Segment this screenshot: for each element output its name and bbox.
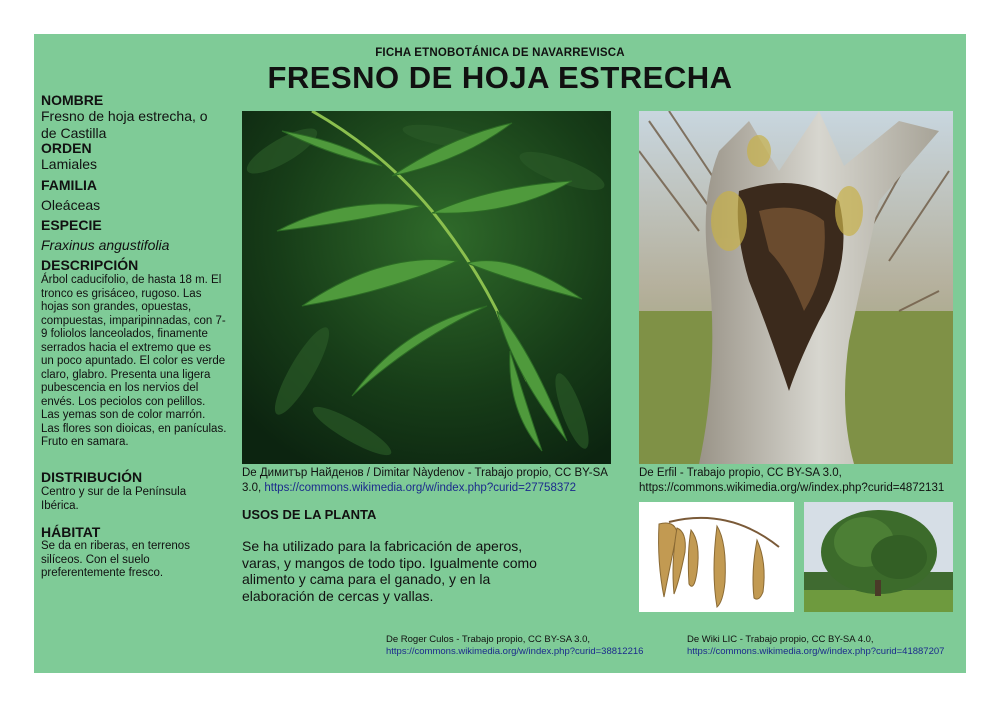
trunk-credit-link[interactable]: https://commons.wikimedia.org/w/index.php?curid=4872131 — [639, 481, 945, 494]
habitat-label: HÁBITAT — [41, 524, 101, 540]
card-supertitle: FICHA ETNOBOTÁNICA DE NAVARREVISCA — [375, 47, 625, 59]
card-title: FRESNO DE HOJA ESTRECHA — [267, 60, 733, 95]
familia-label: FAMILIA — [41, 177, 97, 193]
orden-value: Lamiales — [41, 156, 98, 172]
nombre-value: Fresno de hoja estrecha, o de Castilla — [41, 108, 208, 141]
trunk-photo — [639, 111, 953, 464]
nombre-label: NOMBRE — [41, 92, 104, 108]
distribucion-value: Centro y sur de la Península Ibérica. — [41, 486, 187, 512]
leaf-credit-link[interactable]: https://commons.wikimedia.org/w/index.php?curid=27758372 — [264, 481, 577, 494]
especie-value: Fraxinus angustifolia — [41, 237, 170, 253]
especie-label: ESPECIE — [41, 217, 102, 233]
descripcion-value — [41, 274, 227, 450]
familia-value: Oleáceas — [41, 197, 101, 213]
tree-credit-text: De Wiki LIC - Trabajo propio, CC BY-SA 4.0, — [687, 634, 874, 645]
tree-photo — [804, 502, 953, 612]
seeds-credit-link[interactable]: https://commons.wikimedia.org/w/index.php?curid=38812216 — [386, 646, 644, 657]
descripcion-text-1: Árbol caducifolio, de hasta 18 m. El tronco es grisáceo, rugoso. Las hojas son grandes, opuestas, compuestas, imparipinnadas, con 7-9 foliolos lanceolados, finamente serrados hacia el extremo que es un poco apuntado. El color es verde claro, glabro. Presenta una ligera pubescencia en los nervios del envés. Los peciolos con pelillos. Las yemas son de color marrón. — [41, 274, 226, 421]
leaf-photo-credit — [242, 466, 614, 495]
leaf-photo — [242, 111, 611, 464]
usos-title: USOS DE LA PLANTA — [242, 507, 377, 522]
leaf-credit-text: De Димитър Найденов / Dimitar Nàydenov - Trabajo propio, CC BY-SA 3.0, — [242, 467, 608, 494]
usos-body: Se ha utilizado para la fabricación de aperos, varas, y mangos de todo tipo. Igualmente como alimento y cama para el ganado, y en la elaboración de cercas y vallas. — [242, 538, 537, 604]
seeds-credit-text: De Roger Culos - Trabajo propio, CC BY-SA 3.0, — [386, 634, 590, 645]
descripcion-text-2: Las flores son dioicas, en panículas. Fruto en samara. — [41, 422, 227, 448]
seeds-photo — [639, 502, 794, 612]
descripcion-label: DESCRIPCIÓN — [41, 257, 139, 273]
trunk-photo-credit — [639, 466, 959, 495]
distribucion-label: DISTRIBUCIÓN — [41, 469, 143, 485]
seeds-photo-credit — [386, 634, 676, 658]
habitat-value: Se da en riberas, en terrenos silíceos. Con el suelo preferentemente fresco. — [41, 540, 190, 579]
tree-photo-credit — [687, 634, 962, 658]
tree-credit-link[interactable]: https://commons.wikimedia.org/w/index.php?curid=41887207 — [687, 646, 945, 657]
trunk-credit-text: De Erfil - Trabajo propio, CC BY-SA 3.0, — [639, 467, 842, 479]
orden-label: ORDEN — [41, 140, 92, 156]
